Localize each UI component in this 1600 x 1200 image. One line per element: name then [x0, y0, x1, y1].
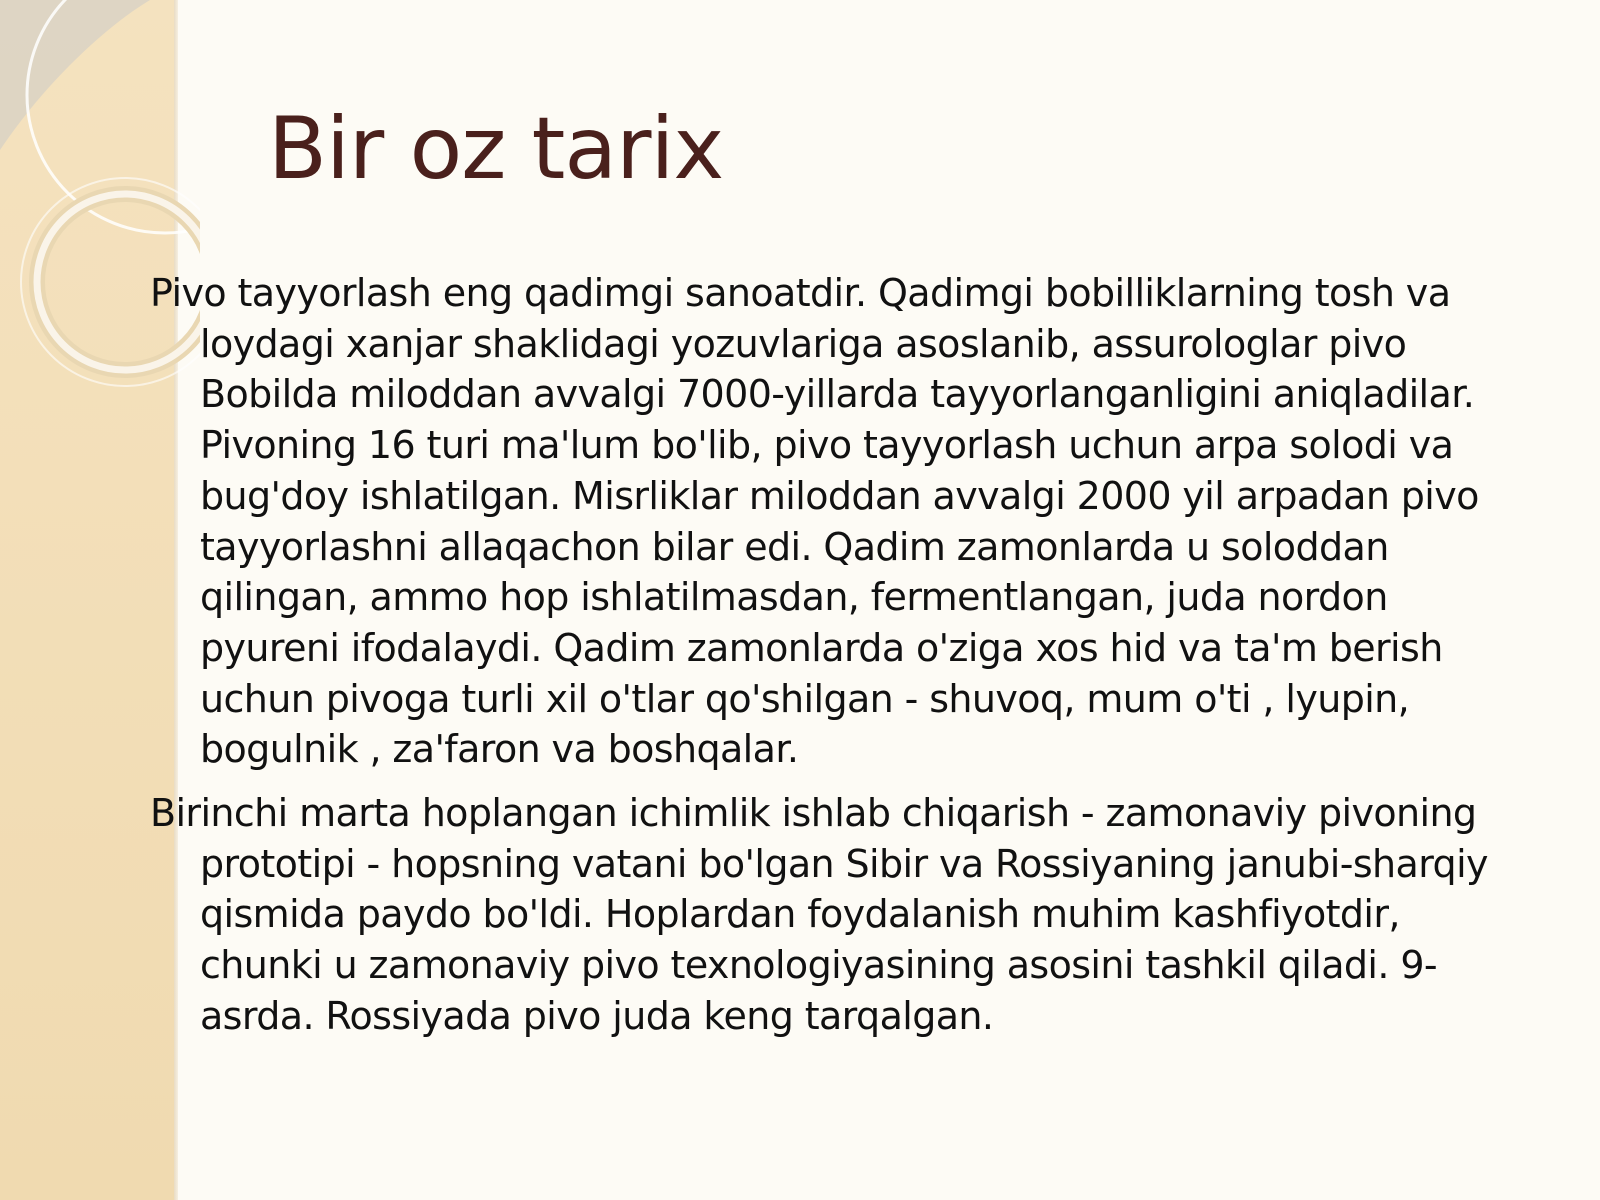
- paragraph-history-hops: Birinchi marta hoplangan ichimlik ishlab chiqarish - zamonaviy pivoning prototipi - hopsning vatani bo'lgan Sibir va Rossiyaning janubi-sharqiy qismida paydo bo'ldi. Hoplardan foydalanish muhim kashfiyotdir, chunki u zamonaviy pivo texnologiyasining asosini tashkil qiladi. 9-asrda. Rossiyada pivo juda keng tarqalgan.: [150, 791, 1488, 1038]
- slide-title: Bir oz tarix: [268, 99, 724, 199]
- slide-body: [150, 268, 1512, 1055]
- corner-shade: [0, 0, 150, 150]
- paragraph-history-ancient: Pivo tayyorlash eng qadimgi sanoatdir. Qadimgi bobilliklarning tosh va loydagi xanjar shaklidagi yozuvlariga asoslanib, assurologlar pivo Bobilda miloddan avvalgi 7000-yillarda tayyorlanganligini aniqladilar. Pivoning 16 turi ma'lum bo'lib, pivo tayyorlash uchun arpa solodi va bug'doy ishlatilgan. Misrliklar miloddan avvalgi 2000 yil arpadan pivo tayyorlashni allaqachon bilar edi. Qadim zamonlarda u soloddan qilingan, ammo hop ishlatilmasdan, fermentlangan, juda nordon pyureni ifodalaydi. Qadim zamonlarda o'ziga xos hid va ta'm berish uchun pivoga turli xil o'tlar qo'shilgan - shuvoq, mum o'ti , lyupin, bogulnik , za'faron va boshqalar.: [150, 271, 1479, 772]
